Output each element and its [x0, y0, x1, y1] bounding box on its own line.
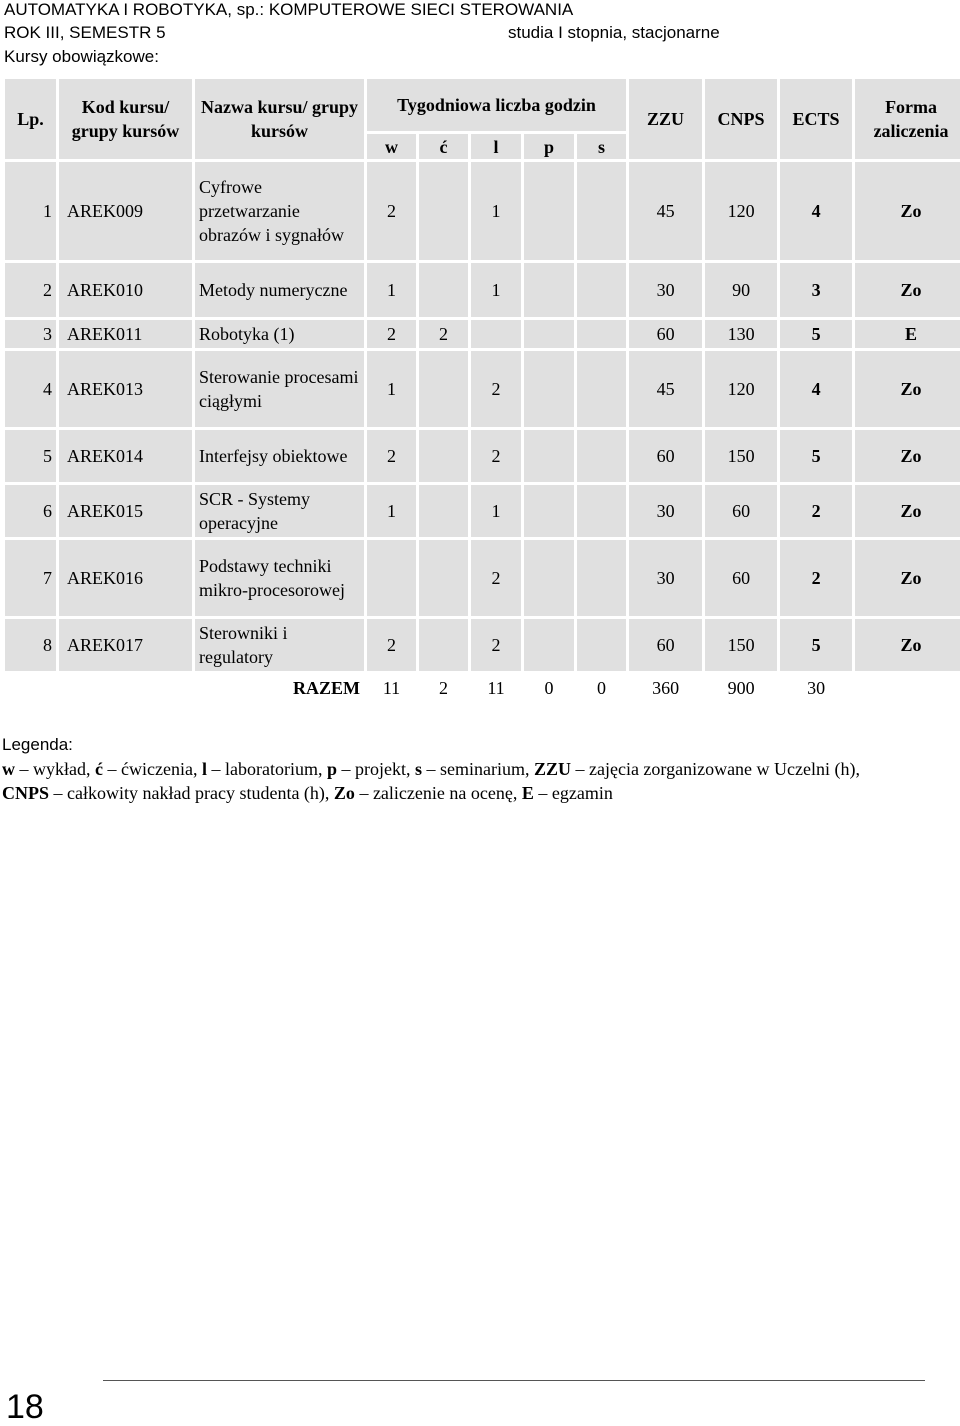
row-c [419, 619, 468, 671]
row-lp: 2 [5, 263, 56, 317]
row-lp: 1 [5, 162, 56, 260]
row-s [577, 485, 626, 537]
row-p [524, 540, 574, 616]
row-p [524, 320, 574, 348]
row-course-name: Sterowanie procesami ciągłymi [195, 351, 364, 427]
row-s [577, 263, 626, 317]
legend-desc: – całkowity nakład pracy studenta (h), [49, 783, 334, 803]
total-w: 11 [367, 674, 416, 702]
legend-desc: – wykład, [15, 759, 95, 779]
header-p: p [524, 134, 574, 159]
row-c [419, 263, 468, 317]
course-table [2, 76, 960, 705]
total-ects: 30 [780, 674, 852, 702]
row-course-code: AREK016 [59, 540, 192, 616]
row-w: 2 [367, 430, 416, 482]
row-course-code: AREK010 [59, 263, 192, 317]
legend-abbr: ZZU [533, 759, 571, 779]
row-course-name: Robotyka (1) [195, 320, 364, 348]
row-ects: 3 [780, 263, 852, 317]
row-lp: 3 [5, 320, 56, 348]
row-cnps: 150 [705, 430, 777, 482]
row-cnps: 60 [705, 485, 777, 537]
row-lp: 5 [5, 430, 56, 482]
row-ects: 2 [780, 485, 852, 537]
header-l: l [471, 134, 521, 159]
row-ects: 5 [780, 619, 852, 671]
header-lp: Lp. [5, 79, 56, 159]
row-s [577, 162, 626, 260]
row-s [577, 540, 626, 616]
table-row [5, 619, 960, 671]
row-forma: Zo [855, 485, 960, 537]
table-row [5, 162, 960, 260]
row-lp: 8 [5, 619, 56, 671]
row-zzu: 60 [629, 320, 702, 348]
row-course-code: AREK011 [59, 320, 192, 348]
row-cnps: 90 [705, 263, 777, 317]
row-c [419, 485, 468, 537]
row-zzu: 45 [629, 162, 702, 260]
total-row [5, 674, 960, 702]
row-zzu: 30 [629, 263, 702, 317]
header-zzu: ZZU [629, 79, 702, 159]
row-c: 2 [419, 320, 468, 348]
row-c [419, 540, 468, 616]
row-forma: Zo [855, 430, 960, 482]
total-c: 2 [419, 674, 468, 702]
row-w: 1 [367, 263, 416, 317]
legend-desc: – zaliczenie na ocenę, [354, 783, 522, 803]
total-l: 11 [471, 674, 521, 702]
row-p [524, 351, 574, 427]
row-forma: Zo [855, 162, 960, 260]
row-ects: 5 [780, 320, 852, 348]
header-w: w [367, 134, 416, 159]
row-course-name: Sterowniki i regulatory [195, 619, 364, 671]
header-forma: Forma zaliczenia [855, 79, 960, 159]
row-zzu: 60 [629, 430, 702, 482]
row-l: 1 [471, 263, 521, 317]
legend-abbr: l [201, 759, 207, 779]
row-w: 1 [367, 485, 416, 537]
legend-desc: – ćwiczenia, [103, 759, 202, 779]
header-weekly-hours: Tygodniowa liczba godzin [367, 79, 626, 131]
row-zzu: 30 [629, 540, 702, 616]
row-lp: 4 [5, 351, 56, 427]
header-line-2: ROK III, SEMESTR 5 [4, 23, 166, 42]
row-zzu: 30 [629, 485, 702, 537]
row-s [577, 351, 626, 427]
legend-abbr: E [521, 783, 534, 803]
row-lp: 7 [5, 540, 56, 616]
row-course-name: Podstawy techniki mikro-procesorowej [195, 540, 364, 616]
row-forma: Zo [855, 263, 960, 317]
row-course-name: SCR - Systemy operacyjne [195, 485, 364, 537]
row-l: 1 [471, 485, 521, 537]
legend-desc: – egzamin [533, 783, 613, 803]
row-w [367, 540, 416, 616]
header-line-3: Kursy obowiązkowe: [4, 47, 159, 66]
row-p [524, 162, 574, 260]
row-s [577, 619, 626, 671]
row-c [419, 162, 468, 260]
total-label: RAZEM [5, 674, 364, 702]
row-l: 2 [471, 351, 521, 427]
row-ects: 5 [780, 430, 852, 482]
table-row [5, 351, 960, 427]
total-zzu: 360 [629, 674, 702, 702]
row-forma: Zo [855, 619, 960, 671]
row-w: 2 [367, 619, 416, 671]
header-cnps: CNPS [705, 79, 777, 159]
row-c [419, 351, 468, 427]
row-w: 2 [367, 320, 416, 348]
row-s [577, 430, 626, 482]
row-ects: 4 [780, 162, 852, 260]
legend-title: Legenda: [2, 735, 73, 754]
table-row [5, 540, 960, 616]
row-p [524, 619, 574, 671]
row-p [524, 485, 574, 537]
row-l: 2 [471, 540, 521, 616]
row-s [577, 320, 626, 348]
row-course-name: Metody numeryczne [195, 263, 364, 317]
row-cnps: 60 [705, 540, 777, 616]
legend-text [2, 757, 952, 805]
footer-divider [103, 1380, 925, 1381]
row-p [524, 430, 574, 482]
legend-desc: – projekt, [336, 759, 415, 779]
header-course-code: Kod kursu/ grupy kursów [59, 79, 192, 159]
row-course-code: AREK015 [59, 485, 192, 537]
header-ects: ECTS [780, 79, 852, 159]
row-course-code: AREK017 [59, 619, 192, 671]
total-p: 0 [524, 674, 574, 702]
total-s: 0 [577, 674, 626, 702]
row-ects: 2 [780, 540, 852, 616]
row-p [524, 263, 574, 317]
row-l: 2 [471, 430, 521, 482]
header-course-name: Nazwa kursu/ grupy kursów [195, 79, 364, 159]
table-row [5, 320, 960, 348]
table-row [5, 485, 960, 537]
row-w: 2 [367, 162, 416, 260]
row-cnps: 130 [705, 320, 777, 348]
row-l: 2 [471, 619, 521, 671]
row-cnps: 120 [705, 162, 777, 260]
row-zzu: 60 [629, 619, 702, 671]
header-line-1: AUTOMATYKA I ROBOTYKA, sp.: KOMPUTEROWE SIECI STEROWANIA [4, 0, 574, 19]
row-ects: 4 [780, 351, 852, 427]
row-forma: Zo [855, 540, 960, 616]
legend-abbr: s [414, 759, 422, 779]
table-row [5, 430, 960, 482]
legend-desc: – seminarium, [421, 759, 534, 779]
total-cnps: 900 [705, 674, 777, 702]
legend-abbr: w [2, 759, 15, 779]
legend-abbr: ć [95, 759, 103, 779]
header-study-mode: studia I stopnia, stacjonarne [508, 23, 720, 42]
legend-abbr: CNPS [2, 783, 50, 803]
legend-desc: – zajęcia zorganizowane w Uczelni (h), [570, 759, 861, 779]
table-row [5, 263, 960, 317]
legend-abbr: Zo [333, 783, 355, 803]
row-course-code: AREK014 [59, 430, 192, 482]
row-l [471, 320, 521, 348]
legend-abbr: p [326, 759, 337, 779]
row-lp: 6 [5, 485, 56, 537]
row-l: 1 [471, 162, 521, 260]
legend-desc: – laboratorium, [206, 759, 327, 779]
legend [2, 733, 952, 805]
row-cnps: 120 [705, 351, 777, 427]
header-c: ć [419, 134, 468, 159]
row-course-name: Cyfrowe przetwarzanie obrazów i sygnałów [195, 162, 364, 260]
row-forma: E [855, 320, 960, 348]
row-cnps: 150 [705, 619, 777, 671]
row-forma: Zo [855, 351, 960, 427]
row-zzu: 45 [629, 351, 702, 427]
page-number: 18 [6, 1388, 44, 1426]
row-w: 1 [367, 351, 416, 427]
row-course-name: Interfejsy obiektowe [195, 430, 364, 482]
row-c [419, 430, 468, 482]
row-course-code: AREK013 [59, 351, 192, 427]
row-course-code: AREK009 [59, 162, 192, 260]
header-s: s [577, 134, 626, 159]
